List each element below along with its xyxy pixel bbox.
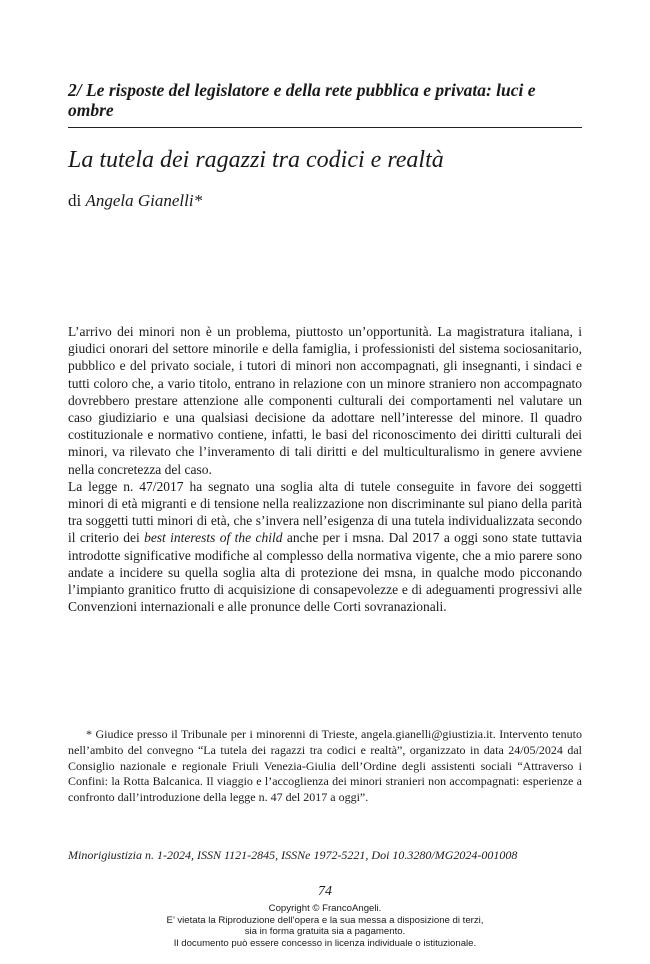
page-number: 74	[318, 884, 332, 899]
footnote	[68, 727, 582, 806]
body-paragraph-1: L’arrivo dei minori non è un problema, piuttosto un’opportunità. La magistratura italiana, i giudici onorari del settore minorile e della famiglia, i professionisti del sistema sociosanitario, pubblico e del privato sociale, i tutori di minori non accompagnati, gli insegnanti, i sindaci e tutti coloro che, a vario titolo, entrano in relazione con un minore straniero non accompagnato dovrebbero prestare attenzione alle componenti culturali dei comportamenti nel valutare un caso giudiziario e una qualsiasi decisione da adottare nell’interesse del minore. Il quadro costituzionale e normativo contiene, infatti, le basi del riconoscimento dei diritti culturali dei minori, va rilevato che l’inveramento di tali diritti e del multiculturalismo in genere avviene nella concretezza del caso.	[68, 324, 582, 477]
emphasis-best-interests: best interests of the child	[144, 530, 283, 546]
copyright-line-1: Copyright © FrancoAngeli.	[268, 903, 382, 914]
copyright-line-4: Il documento può essere concesso in licenza individuale o istituzionale.	[173, 937, 477, 949]
copyright-line-3: sia in forma gratuita sia a pagamento.	[244, 926, 406, 937]
heading-divider	[68, 127, 582, 128]
paragraph-2-text-start: La legge n. 47/2017 ha segnato una soglia alta di tutele conseguite in favore dei soggetti minori di età migranti e di tensione nella realizzazione non discriminante sul piano della parità tra soggetti tutti minori di età, che s’invera nell’esigenza di una tutela individualizzata secondo il criterio dei	[68, 478, 582, 546]
copyright-notice	[0, 903, 650, 949]
footnote-text: * Giudice presso il Tribunale per i minorenni di Trieste, angela.gianelli@giustizia.it. Intervento tenuto nell’ambito del convegno “La tutela dei ragazzi tra codici e realtà”, organizzato in data 24/05/2024 dal Consiglio nazionale e regionale Friuli Venezia-Giulia dell’Ordine degli assistenti sociali “Attraverso i Confini: la Rotta Balcanica. Il viaggio e l’accoglienza dei minori stranieri non accompagnati: esperienze a confronto dall’introduzione della legge n. 47 del 2017 a oggi”.	[68, 727, 582, 805]
paragraph-2-text-end: anche per i msna. Dal 2017 a oggi sono state tuttavia introdotte significative modifiche al complesso della normativa vigente, che a mio parere sono andate a incidere su quella soglia alta di protezione dei msna, in qualche modo picconando l’impianto granitico frutto di acquisizione di consapevolezze e di adeguamenti progressivi alle Convenzioni internazionali e alle pronunce delle Corti sovranazionali.	[68, 530, 582, 615]
body-paragraph-2	[68, 478, 582, 616]
author-name: Angela Gianelli*	[85, 191, 203, 210]
journal-citation: Minorigiustizia n. 1-2024, ISSN 1121-2845, ISSNe 1972-5221, Doi 10.3280/MG2024-001008	[68, 848, 518, 862]
byline	[68, 190, 202, 212]
article-title: La tutela dei ragazzi tra codici e realtà	[68, 147, 444, 173]
article-body	[68, 323, 582, 615]
section-heading: 2/ Le risposte del legislatore e della rete pubblica e privata: luci e ombre	[68, 80, 536, 120]
byline-prefix: di	[68, 191, 82, 210]
copyright-line-2: E’ vietata la Riproduzione dell’opera e la sua messa a disposizione di terzi,	[166, 914, 484, 926]
